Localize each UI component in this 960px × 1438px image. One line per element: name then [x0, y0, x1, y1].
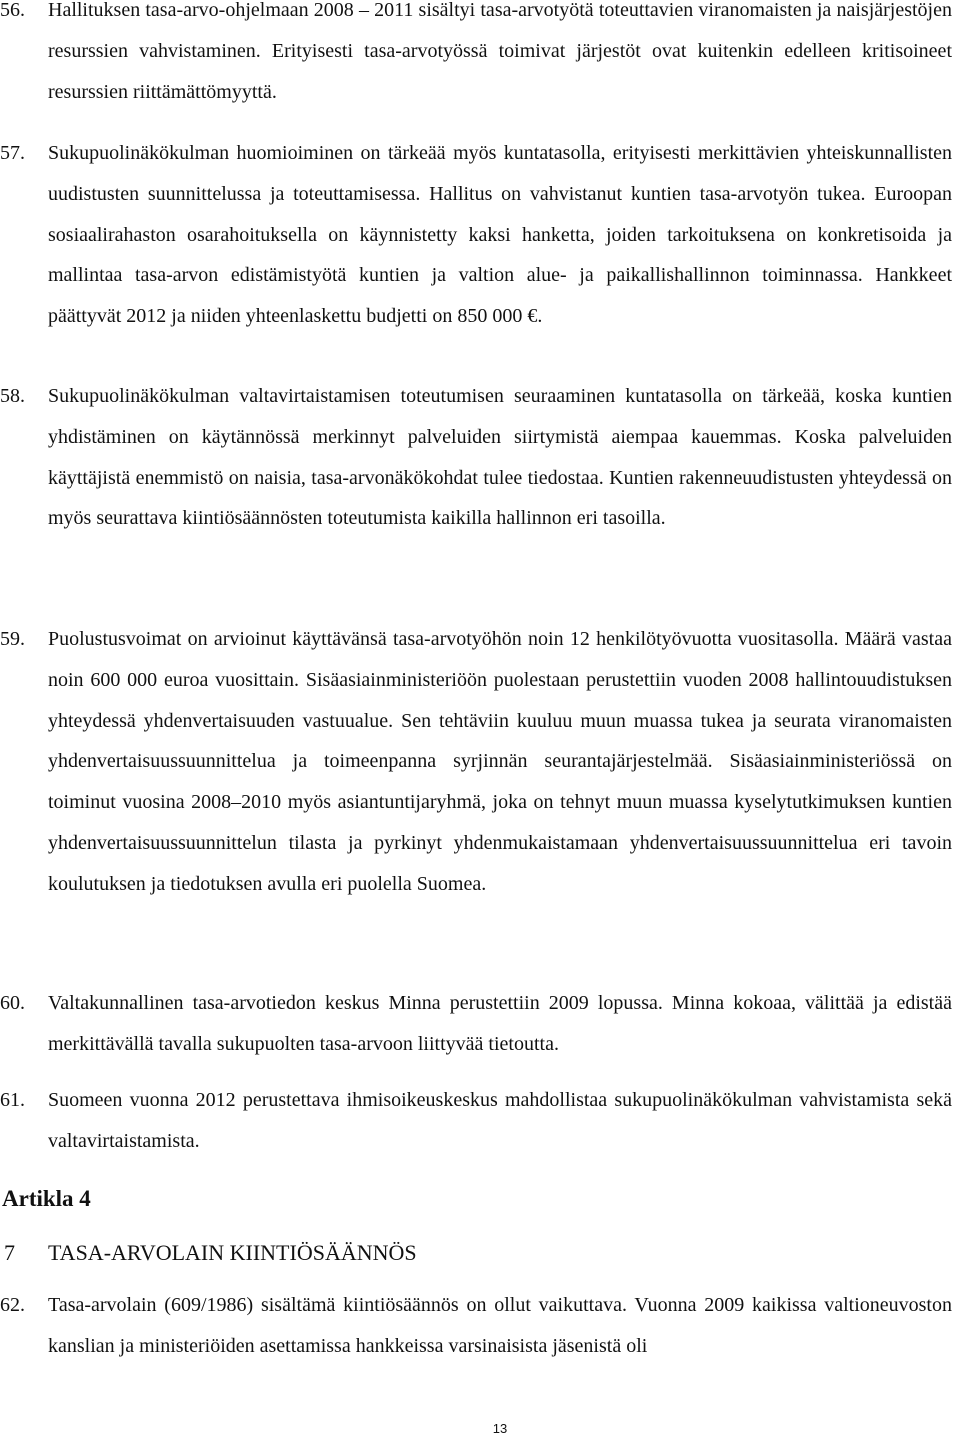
paragraph-59: [0, 619, 952, 905]
paragraph-61: [0, 1080, 952, 1162]
paragraph-text: Sukupuolinäkökulman valtavirtaistamisen toteutumisen seuraaminen kuntatasolla on tärkeää, koska kuntien yhdistäminen on käytännössä merkinnyt palveluiden siirtymistä aiempaa kauemmas. Koska palveluiden käyttäjistä enemmistö on naisia, tasa-arvonäkökohdat tulee tiedostaa. Kuntien rakenneuudistusten yhteydessä on myös seurattava kiintiösäännösten toteutumista kaikilla hallinnon eri tasoilla.: [48, 385, 952, 530]
paragraph-60: [0, 983, 952, 1065]
paragraph-text: Puolustusvoimat on arvioinut käyttävänsä tasa-arvotyöhön noin 12 henkilötyövuotta vuositasolla. Määrä vastaa noin 600 000 euroa vuosittain. Sisäasiainministeriöön puolestaan perustettiin vuoden 2008 hallintouudistuksen yhteydessä yhdenvertaisuuden vastuualue. Sen tehtäviin kuuluu muun muassa tukea ja seurata viranomaisten yhdenvertaisuussuunnittelua ja toimeenpanna syrjinnän seurantajärjestelmää. Sisäasiainministeriössä on toiminut vuosina 2008–2010 myös asiantuntijaryhmä, joka on tehnyt muun muassa kyselytutkimuksen kuntien yhdenvertaisuussuunnittelun tilasta ja pyrkinyt yhdenmukaistamaan yhdenvertaisuussuunnittelua eri tavoin koulutuksen ja tiedotuksen avulla eri puolella Suomea.: [48, 628, 952, 895]
paragraph-62: [0, 1285, 952, 1367]
section-number: 7: [4, 1240, 15, 1265]
paragraph-56: [0, 0, 952, 112]
paragraph-text: Valtakunnallinen tasa-arvotiedon keskus Minna perustettiin 2009 lopussa. Minna kokoaa, välittää ja edistää merkittävällä tavalla sukupuolten tasa-arvoon liittyvää tietoutta.: [48, 992, 952, 1055]
paragraph-number: 60.: [0, 992, 25, 1014]
paragraph-text: Tasa-arvolain (609/1986) sisältämä kiintiösäännös on ollut vaikuttava. Vuonna 2009 kaikissa valtioneuvoston kanslian ja ministeriöiden asettamissa hankkeissa varsinaisista jäsenistä oli: [48, 1294, 952, 1357]
paragraph-58: [0, 376, 952, 539]
paragraph-number: 58.: [0, 385, 25, 407]
paragraph-number: 62.: [0, 1294, 25, 1316]
paragraph-text: Sukupuolinäkökulman huomioiminen on tärkeää myös kuntatasolla, erityisesti merkittävien yhteiskunnallisten uudistusten suunnittelussa ja toteuttamisessa. Hallitus on vahvistanut kuntien tasa-arvotyön tukea. Euroopan sosiaalirahaston osarahoituksella on käynnistetty kaksi hanketta, joiden tarkoituksena on konkretisoida ja mallintaa tasa-arvon edistämistyötä kuntien ja valtion alue- ja paikallishallinnon toiminnassa. Hankkeet päättyvät 2012 ja niiden yhteenlaskettu budjetti on 850 000 €.: [48, 142, 952, 328]
paragraph-text: Suomeen vuonna 2012 perustettava ihmisoikeuskeskus mahdollistaa sukupuolinäkökulman vahvistamista sekä valtavirtaistamista.: [48, 1089, 952, 1152]
article-heading: Artikla 4: [2, 1186, 91, 1211]
paragraph-number: 61.: [0, 1089, 25, 1111]
paragraph-number: 57.: [0, 142, 25, 164]
page-number: 13: [492, 1421, 508, 1436]
paragraph-text: Hallituksen tasa-arvo-ohjelmaan 2008 – 2011 sisältyi tasa-arvotyötä toteuttavien viranomaisten ja naisjärjestöjen resurssien vahvistaminen. Erityisesti tasa-arvotyössä toimivat järjestöt ovat kuitenkin edelleen kritisoineet resurssien riittämättömyyttä.: [48, 0, 952, 103]
section-title: TASA-ARVOLAIN KIINTIÖSÄÄNNÖS: [48, 1240, 417, 1265]
paragraph-number: 59.: [0, 628, 25, 650]
paragraph-number: 56.: [0, 0, 25, 21]
paragraph-57: [0, 133, 952, 337]
section-heading: [4, 1240, 417, 1266]
